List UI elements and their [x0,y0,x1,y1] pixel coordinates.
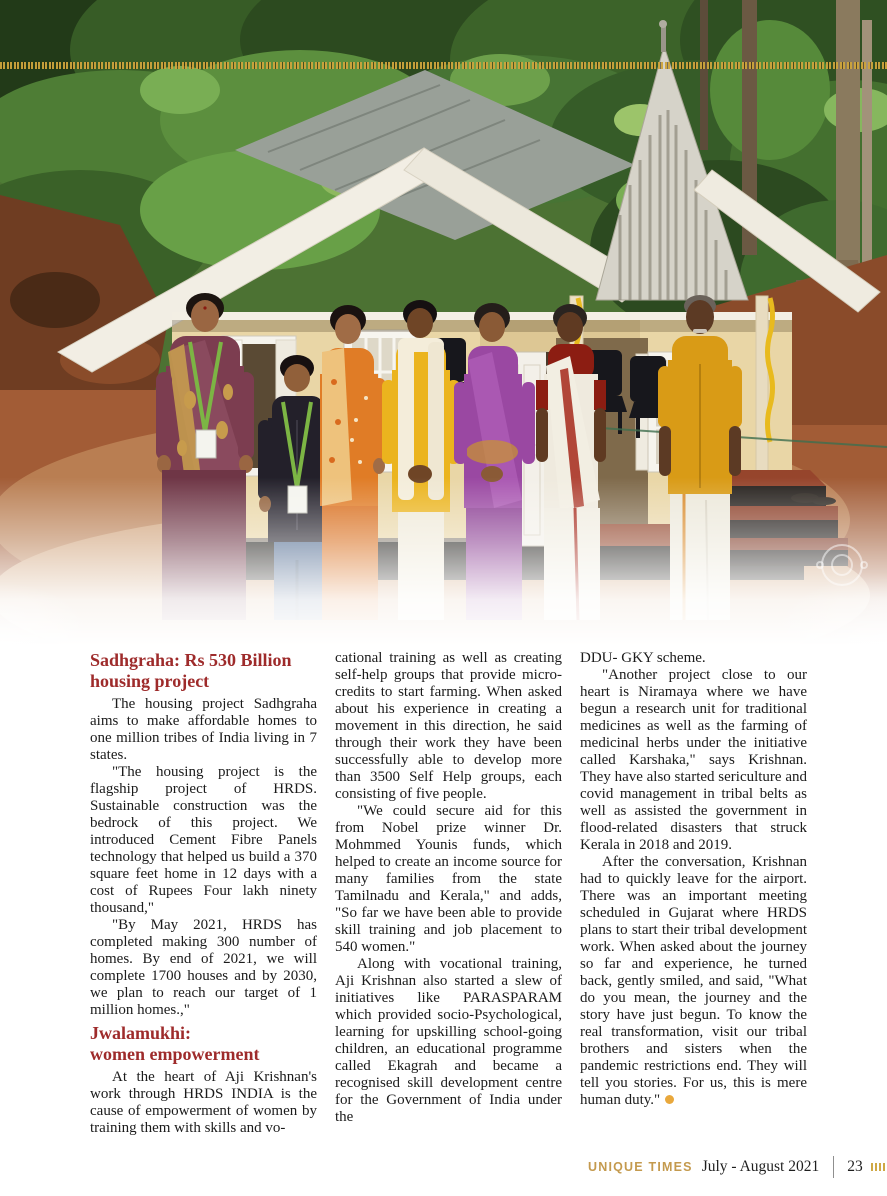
article-paragraph: "By May 2021, HRDS has completed making 300 number of homes. By end of 2021, we will complete 1700 houses and by 2030, we plan to reach our target of 1 million homes.," [90,917,317,1018]
magazine-brand: UNIQUE TIMES [588,1160,693,1174]
decorative-dash-ribbon [0,62,887,69]
article-paragraph: "The housing project is the flagship project of HRDS. Sustainable construction was the bedrock of this project. We introduced Cement Fibre Panels technology that helped us build a 370 square feet home in 12 days with a cost of Rupees Four lakh ninety thousand," [90,764,317,916]
article-paragraph: The housing project Sadhgraha aims to make affordable homes to one million tribes of India living in 7 states. [90,696,317,763]
section-heading [90,1023,317,1065]
article-paragraph: At the heart of Aji Krishnan's work through HRDS INDIA is the cause of empowerment of women by training them with skills and vo- [90,1069,317,1136]
section-heading-line: housing project [90,671,210,691]
article-paragraph: Along with vocational training, Aji Krishnan also started a slew of initiatives like PARASPARAM which provided socio-Psychological, learning for upskilling school-going children, an educational programme called Ekagrah and became a recognised skill development centre for the Government of India under the [335,956,562,1125]
roof-finial [661,26,666,52]
section-heading-line: Sadhgraha: Rs 530 Billion [90,650,292,670]
issue-date: July - August 2021 [701,1158,820,1175]
section-heading-line: Jwalamukhi: [90,1023,192,1043]
end-of-article-marker [665,1095,674,1104]
article-column [335,650,562,1137]
footer-dash-strip [871,1163,887,1171]
footer-divider [833,1156,834,1178]
article-paragraph: After the conversation, Krishnan had to quickly leave for the airport. There was an important meeting scheduled in Gujarat where HRDS plans to start their tribal development work. When asked about the journey so far and experience, he turned back, gently smiled, and said, "What do you mean, the journey and the story have just begun. To know the real transformation, visit our tribal brothers and sisters when the pandemic restrictions end. They will tell you stories. For us, this is mere human duty." [580,854,807,1108]
article-column [580,650,807,1137]
section-heading-line: women empowerment [90,1044,260,1064]
article-paragraph: "We could secure aid for this from Nobel prize winner Dr. Mohmmed Younis funds, which helped to create an income source for many families from the state Tamilnadu and Kerala," and adds, "So far we have been able to provide skill training and job placement to 540 women." [335,803,562,955]
article-paragraph: DDU- GKY scheme. [580,650,706,666]
id-card [288,486,307,513]
article-paragraph: "Another project close to our heart is Niramaya where we have begun a research unit for traditional medicines as well as the farming of medicinal herbs under the initiative called Karshaka," says Krishnan. They have also started sericulture and covid management in tribal belts as well as assisted the government in flood-related disasters that struck Kerala in 2018 and 2019. [580,667,807,853]
article-paragraph: cational training as well as creating self-help groups that provide micro-credits to start farming. When asked about his experience in creating a movement in this direction, he said through their work they have been successfully able to develop more than 3500 Self Help groups, each consisting of five people. [335,650,562,802]
page-number: 23 [847,1158,863,1175]
article-columns [90,650,806,1137]
id-card [196,430,216,458]
article-column [90,650,317,1137]
page-footer [588,1152,887,1182]
section-heading [90,650,317,692]
